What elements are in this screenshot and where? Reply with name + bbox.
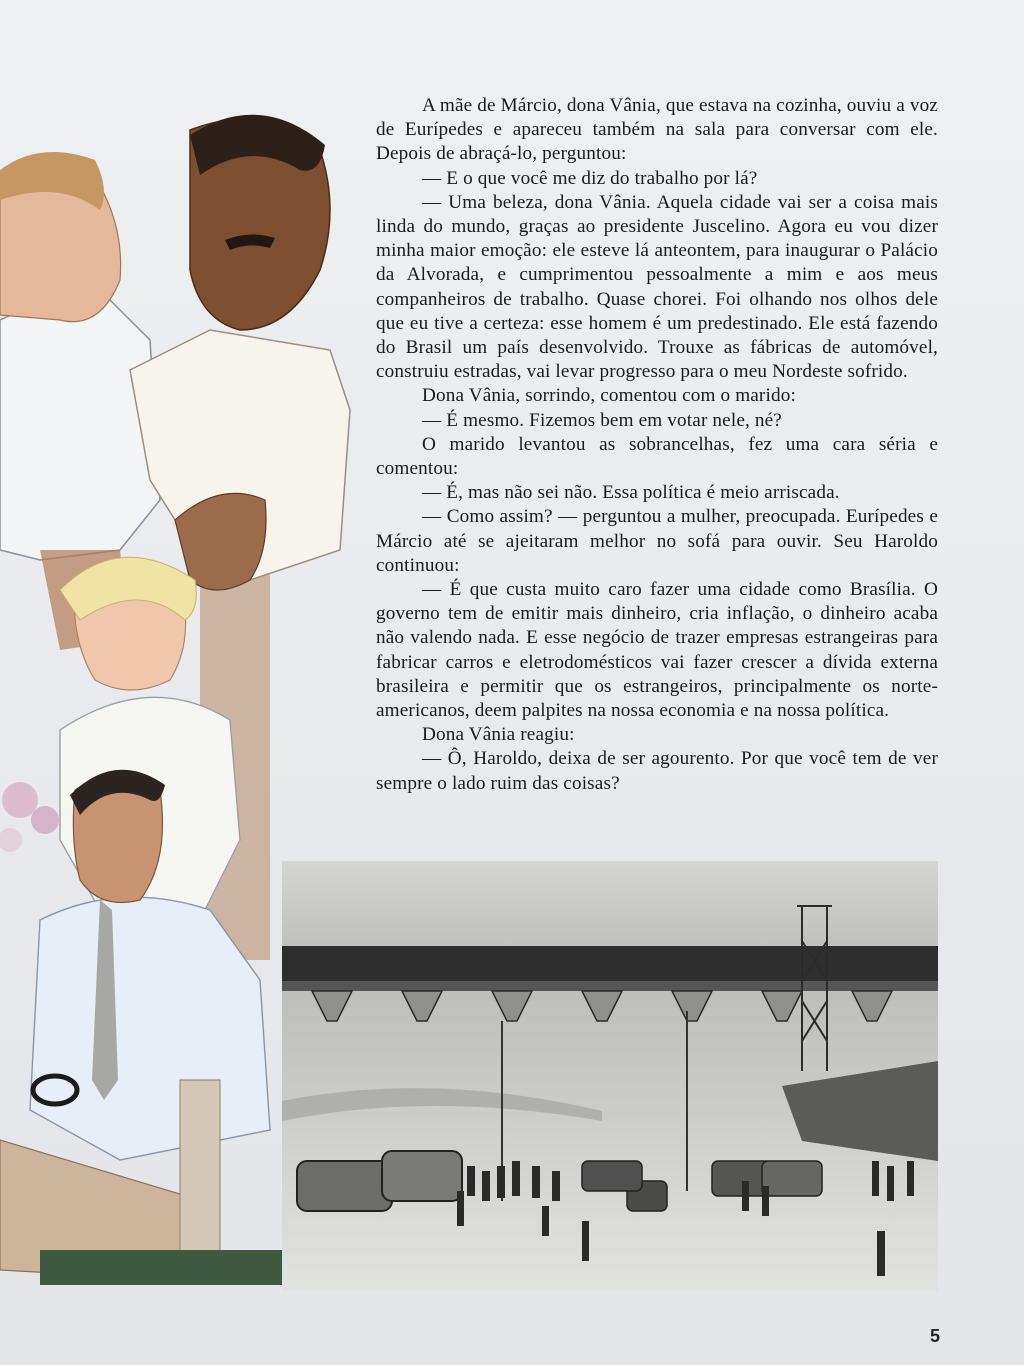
paragraph: Dona Vânia, sorrindo, comentou com o marido: — [422, 385, 796, 407]
paragraph: A mãe de Márcio, dona Vânia, que estava na cozinha, ouviu a voz de Eurípedes e apareceu também na sala para conversar com ele. Depois de abraçá-lo, perguntou: — [376, 95, 938, 165]
page-number: 5 — [929, 1326, 940, 1346]
paragraph: — Como assim? — perguntou a mulher, preocupada. Eurípedes e Márcio até se ajeitaram melhor no sofá para ouvir. Seu Haroldo continuou: — [376, 506, 938, 576]
flower — [2, 782, 38, 818]
paragraph: — É, mas não sei não. Essa política é meio arriscada. — [422, 482, 840, 504]
flower — [31, 806, 59, 834]
paragraph: — É mesmo. Fizemos bem em votar nele, né? — [422, 409, 782, 431]
paragraph: — Uma beleza, dona Vânia. Aquela cidade vai ser a coisa mais linda do mundo, graças ao presidente Juscelino. Agora eu vou dizer minha maior emoção: ele esteve lá anteontem, para inaugurar o Palácio da Alvorada, e cumprimentou pessoalmente a mim e aos meus companheiros de trabalho. Quase chorei. Foi olhando nos olhos dele que eu tive a certeza: esse homem é um predestinado. Ele está fazendo do Brasil um país desenvolvido. Trouxe as fábricas de automóvel, construiu estradas, vai levar progresso para o meu Nordeste sofrido. — [376, 191, 938, 383]
paragraph: O marido levantou as sobrancelhas, fez uma cara séria e comentou: — [376, 433, 938, 480]
brasilia-construction-photo — [282, 861, 938, 1291]
palace-slab — [282, 981, 938, 991]
paragraph: — E o que você me diz do trabalho por lá? — [422, 167, 758, 189]
flower — [0, 828, 22, 852]
photo-image — [282, 861, 938, 1291]
young-man-shirt — [0, 280, 160, 560]
paragraph: — Ô, Haroldo, deixa de ser agourento. Por que você tem de ver sempre o lado ruim das coisas? — [376, 748, 938, 794]
paragraph: Dona Vânia reagiu: — [422, 724, 575, 746]
story-text — [376, 94, 938, 796]
palace-roof — [282, 946, 938, 986]
paragraph: — É que custa muito caro fazer uma cidade como Brasília. O governo tem de emitir mais dinheiro, cria inflação, o dinheiro acaba não valendo nada. E esse negócio de trazer empresas estrangeiras para fabricar carros e eletrodomésticos vai fazer crescer a dívida externa brasileira e permitir que os estrangeiros, principalmente os norte-americanos, deem palpites na nossa economia e na nossa política. — [376, 579, 938, 722]
chair-seat — [40, 1250, 290, 1285]
